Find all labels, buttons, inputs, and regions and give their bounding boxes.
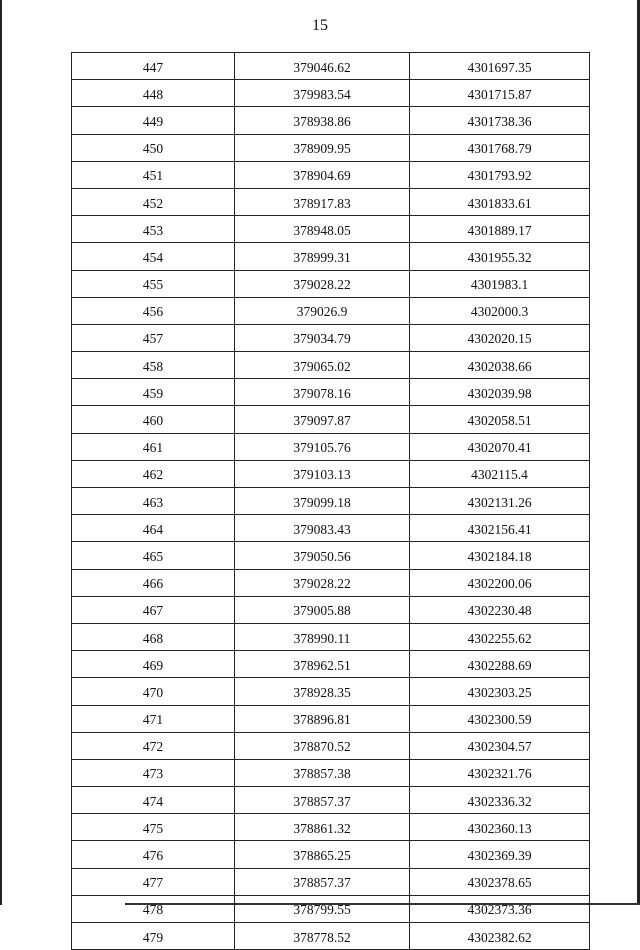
y-coordinate-cell: 4302336.32	[410, 787, 590, 814]
y-coordinate-cell: 4302321.76	[410, 759, 590, 786]
x-coordinate-cell: 378999.31	[235, 243, 410, 270]
table-row	[72, 542, 590, 569]
table-row	[72, 759, 590, 786]
y-coordinate-cell: 4301833.61	[410, 188, 590, 215]
table-row	[72, 488, 590, 515]
table-row	[72, 406, 590, 433]
point-number-cell: 447	[72, 53, 235, 80]
table-row	[72, 841, 590, 868]
y-coordinate-cell: 4302039.98	[410, 379, 590, 406]
table-row	[72, 895, 590, 922]
point-number-cell: 476	[72, 841, 235, 868]
y-coordinate-cell: 4302304.57	[410, 732, 590, 759]
x-coordinate-cell: 379028.22	[235, 569, 410, 596]
point-number-cell: 473	[72, 759, 235, 786]
x-coordinate-cell: 378861.32	[235, 814, 410, 841]
y-coordinate-cell: 4302300.59	[410, 705, 590, 732]
table-row	[72, 53, 590, 80]
y-coordinate-cell: 4302288.69	[410, 651, 590, 678]
x-coordinate-cell: 378896.81	[235, 705, 410, 732]
point-number-cell: 457	[72, 324, 235, 351]
y-coordinate-cell: 4302373.36	[410, 895, 590, 922]
y-coordinate-cell: 4301955.32	[410, 243, 590, 270]
x-coordinate-cell: 378778.52	[235, 923, 410, 950]
y-coordinate-cell: 4302255.62	[410, 623, 590, 650]
point-number-cell: 469	[72, 651, 235, 678]
table-row	[72, 651, 590, 678]
point-number-cell: 472	[72, 732, 235, 759]
point-number-cell: 456	[72, 297, 235, 324]
point-number-cell: 450	[72, 134, 235, 161]
y-coordinate-cell: 4302058.51	[410, 406, 590, 433]
x-coordinate-cell: 379103.13	[235, 460, 410, 487]
point-number-cell: 477	[72, 868, 235, 895]
x-coordinate-cell: 379005.88	[235, 596, 410, 623]
y-coordinate-cell: 4302070.41	[410, 433, 590, 460]
y-coordinate-cell: 4302303.25	[410, 678, 590, 705]
point-number-cell: 448	[72, 80, 235, 107]
table-row	[72, 787, 590, 814]
y-coordinate-cell: 4302020.15	[410, 324, 590, 351]
table-row	[72, 515, 590, 542]
x-coordinate-cell: 379028.22	[235, 270, 410, 297]
table-row	[72, 569, 590, 596]
table-row	[72, 134, 590, 161]
table-row	[72, 814, 590, 841]
page-number: 15	[312, 17, 328, 34]
point-number-cell: 451	[72, 161, 235, 188]
x-coordinate-cell: 379983.54	[235, 80, 410, 107]
table-row	[72, 324, 590, 351]
table-row	[72, 107, 590, 134]
point-number-cell: 463	[72, 488, 235, 515]
point-number-cell: 467	[72, 596, 235, 623]
table-row	[72, 596, 590, 623]
scan-border-left	[0, 0, 2, 905]
x-coordinate-cell: 378938.86	[235, 107, 410, 134]
point-number-cell: 464	[72, 515, 235, 542]
table-row	[72, 352, 590, 379]
point-number-cell: 459	[72, 379, 235, 406]
point-number-cell: 454	[72, 243, 235, 270]
table-row	[72, 188, 590, 215]
y-coordinate-cell: 4301889.17	[410, 216, 590, 243]
table-row	[72, 297, 590, 324]
y-coordinate-cell: 4302230.48	[410, 596, 590, 623]
table-row	[72, 705, 590, 732]
point-number-cell: 449	[72, 107, 235, 134]
x-coordinate-cell: 378928.35	[235, 678, 410, 705]
x-coordinate-cell: 379046.62	[235, 53, 410, 80]
y-coordinate-cell: 4301738.36	[410, 107, 590, 134]
table-row	[72, 433, 590, 460]
point-number-cell: 465	[72, 542, 235, 569]
table-row	[72, 460, 590, 487]
x-coordinate-cell: 378904.69	[235, 161, 410, 188]
table-row	[72, 161, 590, 188]
point-number-cell: 466	[72, 569, 235, 596]
x-coordinate-cell: 379050.56	[235, 542, 410, 569]
table-row	[72, 732, 590, 759]
point-number-cell: 452	[72, 188, 235, 215]
table-row	[72, 678, 590, 705]
table-row	[72, 216, 590, 243]
x-coordinate-cell: 378857.37	[235, 868, 410, 895]
point-number-cell: 462	[72, 460, 235, 487]
x-coordinate-cell: 379034.79	[235, 324, 410, 351]
point-number-cell: 455	[72, 270, 235, 297]
x-coordinate-cell: 379065.02	[235, 352, 410, 379]
x-coordinate-cell: 378870.52	[235, 732, 410, 759]
y-coordinate-cell: 4301697.35	[410, 53, 590, 80]
table-row	[72, 623, 590, 650]
x-coordinate-cell: 379099.18	[235, 488, 410, 515]
y-coordinate-cell: 4302382.62	[410, 923, 590, 950]
point-number-cell: 475	[72, 814, 235, 841]
table-row	[72, 270, 590, 297]
y-coordinate-cell: 4301715.87	[410, 80, 590, 107]
x-coordinate-cell: 378857.38	[235, 759, 410, 786]
coordinates-table	[71, 52, 590, 950]
point-number-cell: 460	[72, 406, 235, 433]
y-coordinate-cell: 4302000.3	[410, 297, 590, 324]
x-coordinate-cell: 378962.51	[235, 651, 410, 678]
point-number-cell: 478	[72, 895, 235, 922]
table-row	[72, 923, 590, 950]
x-coordinate-cell: 379097.87	[235, 406, 410, 433]
table-row	[72, 868, 590, 895]
x-coordinate-cell: 378857.37	[235, 787, 410, 814]
point-number-cell: 479	[72, 923, 235, 950]
y-coordinate-cell: 4302038.66	[410, 352, 590, 379]
point-number-cell: 468	[72, 623, 235, 650]
y-coordinate-cell: 4302378.65	[410, 868, 590, 895]
y-coordinate-cell: 4301793.92	[410, 161, 590, 188]
y-coordinate-cell: 4302184.18	[410, 542, 590, 569]
x-coordinate-cell: 379083.43	[235, 515, 410, 542]
y-coordinate-cell: 4302115.4	[410, 460, 590, 487]
y-coordinate-cell: 4302131.26	[410, 488, 590, 515]
y-coordinate-cell: 4301768.79	[410, 134, 590, 161]
y-coordinate-cell: 4302369.39	[410, 841, 590, 868]
table-row	[72, 243, 590, 270]
point-number-cell: 453	[72, 216, 235, 243]
x-coordinate-cell: 378948.05	[235, 216, 410, 243]
point-number-cell: 458	[72, 352, 235, 379]
table-row	[72, 379, 590, 406]
x-coordinate-cell: 378917.83	[235, 188, 410, 215]
point-number-cell: 471	[72, 705, 235, 732]
y-coordinate-cell: 4302156.41	[410, 515, 590, 542]
point-number-cell: 470	[72, 678, 235, 705]
x-coordinate-cell: 378990.11	[235, 623, 410, 650]
y-coordinate-cell: 4302200.06	[410, 569, 590, 596]
x-coordinate-cell: 379105.76	[235, 433, 410, 460]
y-coordinate-cell: 4302360.13	[410, 814, 590, 841]
y-coordinate-cell: 4301983.1	[410, 270, 590, 297]
point-number-cell: 461	[72, 433, 235, 460]
x-coordinate-cell: 378909.95	[235, 134, 410, 161]
x-coordinate-cell: 378865.25	[235, 841, 410, 868]
x-coordinate-cell: 378799.55	[235, 895, 410, 922]
x-coordinate-cell: 379026.9	[235, 297, 410, 324]
coordinates-table-body	[72, 53, 590, 950]
table-row	[72, 80, 590, 107]
x-coordinate-cell: 379078.16	[235, 379, 410, 406]
point-number-cell: 474	[72, 787, 235, 814]
